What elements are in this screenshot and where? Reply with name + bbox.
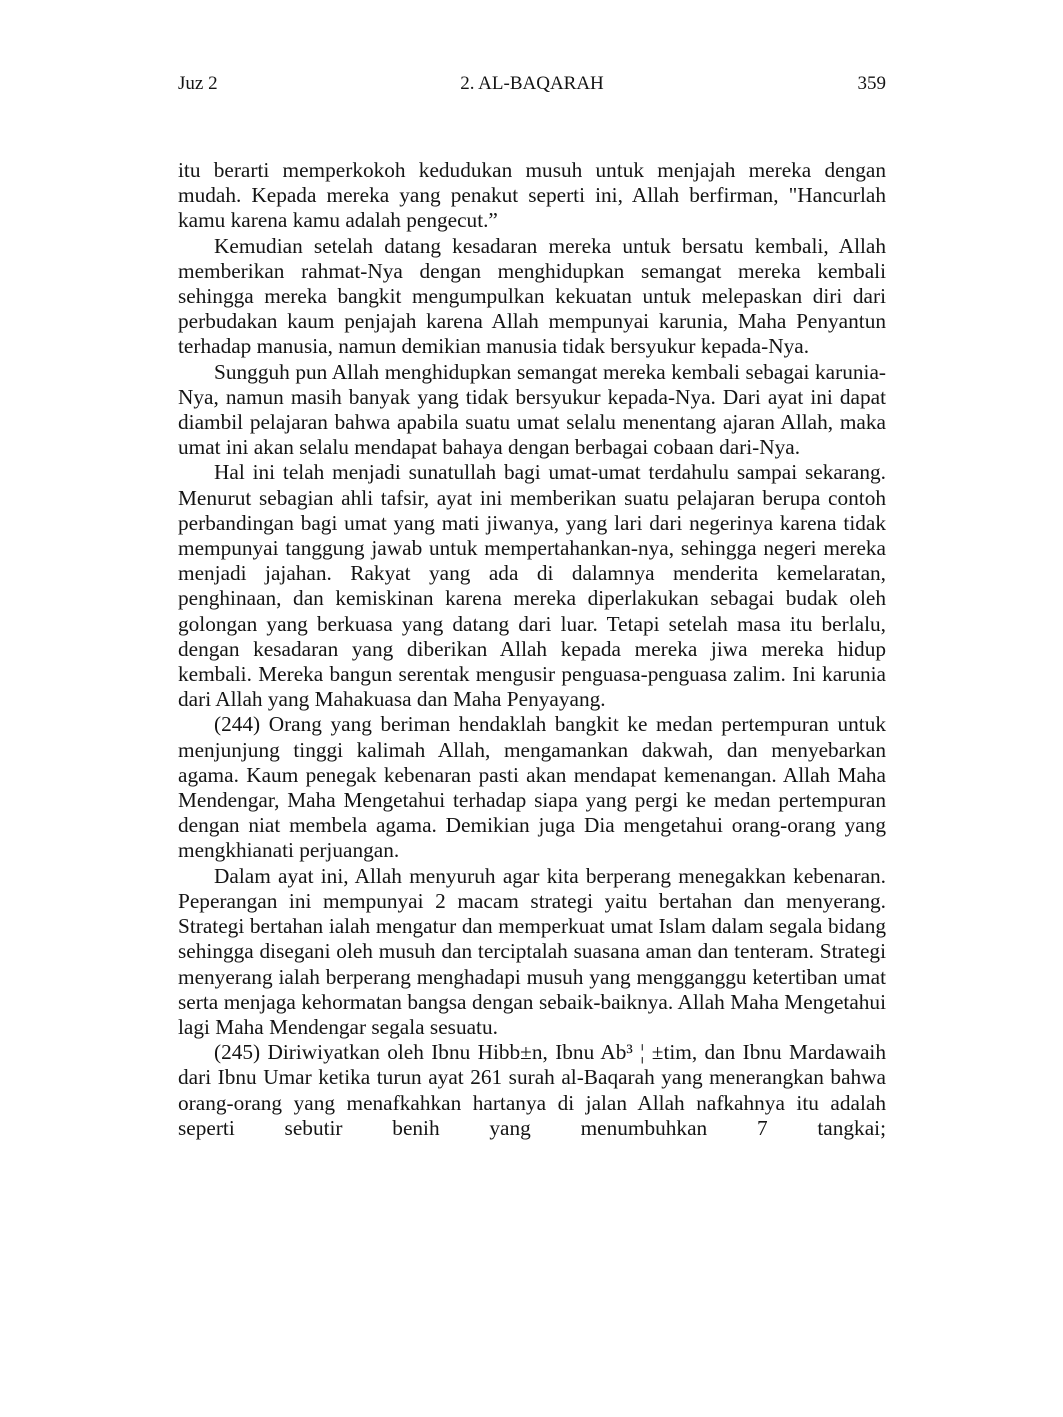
surah-title: 2. AL-BAQARAH [460,73,604,94]
paragraph-4: Hal ini telah menjadi sunatullah bagi umat-umat terdahulu sampai sekarang. Menurut sebagian ahli tafsir, ayat ini memberikan suatu pelajaran berupa contoh perbandingan bagi umat yang mati jiwanya, yang lari dari negerinya karena tidak mempunyai tanggung jawab untuk mempertahankan-nya, sehingga negeri mereka menjadi jajahan. Rakyat yang ada di dalamnya menderita kemelaratan, penghinaan, dan kemiskinan karena mereka diperlakukan sebagai budak oleh golongan yang berkuasa yang datang dari luar. Tetapi setelah masa itu berlalu, dengan kesadaran yang diberikan Allah kepada mereka jiwa mereka hidup kembali. Mereka bangun serentak mengusir penguasa-penguasa zalim. Ini karunia dari Allah yang Mahakuasa dan Maha Penyayang. [178,460,886,712]
document-page [178,72,886,1141]
juz-label: Juz 2 [178,73,218,94]
paragraph-3: Sungguh pun Allah menghidupkan semangat mereka kembali sebagai karunia-Nya, namun masih banyak yang tidak bersyukur kepada-Nya. Dari ayat ini dapat diambil pelajaran bahwa apabila suatu umat selalu menentang ajaran Allah, maka umat ini akan selalu mendapat bahaya dengan berbagai cobaan dari-Nya. [178,359,886,460]
paragraph-1: itu berarti memperkokoh kedudukan musuh untuk menjajah mereka dengan mudah. Kepada mereka yang penakut seperti ini, Allah berfirman, "Hancurlah kamu karena kamu adalah pengecut.” [178,158,886,233]
paragraph-2: Kemudian setelah datang kesadaran mereka untuk bersatu kembali, Allah memberikan rahmat-Nya dengan menghidupkan semangat mereka kembali sehingga mereka bangkit mengumpulkan kekuatan untuk melepaskan diri dari perbudakan kaum penjajah karena Allah mempunyai karunia, Maha Penyantun terhadap manusia, namun demikian manusia tidak bersyukur kepada-Nya. [178,233,886,359]
body-text [178,158,886,1141]
paragraph-6: Dalam ayat ini, Allah menyuruh agar kita berperang menegakkan kebenaran. Peperangan ini mempunyai 2 macam strategi yaitu bertahan dan menyerang. Strategi bertahan ialah mengatur dan memperkuat umat Islam dalam segala bidang sehingga disegani oleh musuh dan terciptalah suasana aman dan tenteram. Strategi menyerang ialah berperang menghadapi musuh yang mengganggu ketertiban umat serta menjaga kehormatan bangsa dengan sebaik-baiknya. Allah Maha Mengetahui lagi Maha Mendengar segala sesuatu. [178,863,886,1039]
paragraph-5: (244) Orang yang beriman hendaklah bangkit ke medan pertempuran untuk menjunjung tinggi kalimah Allah, mengamankan dakwah, dan menyebarkan agama. Kaum penegak kebenaran pasti akan mendapat kemenangan. Allah Maha Mendengar, Maha Mengetahui terhadap siapa yang pergi ke medan pertempuran dengan niat membela agama. Demikian juga Dia mengetahui orang-orang yang mengkhianati perjuangan. [178,712,886,863]
page-number: 359 [857,73,886,94]
paragraph-7: (245) Diriwiyatkan oleh Ibnu Hibb±n, Ibnu Ab³ ¦ ±tim, dan Ibnu Mardawaih dari Ibnu Umar ketika turun ayat 261 surah al-Baqarah yang menerangkan bahwa orang-orang yang menafkahkan hartanya di jalan Allah nafkahnya itu adalah seperti sebutir benih yang menumbuhkan 7 tangkai; [178,1040,886,1140]
running-header [178,72,886,100]
